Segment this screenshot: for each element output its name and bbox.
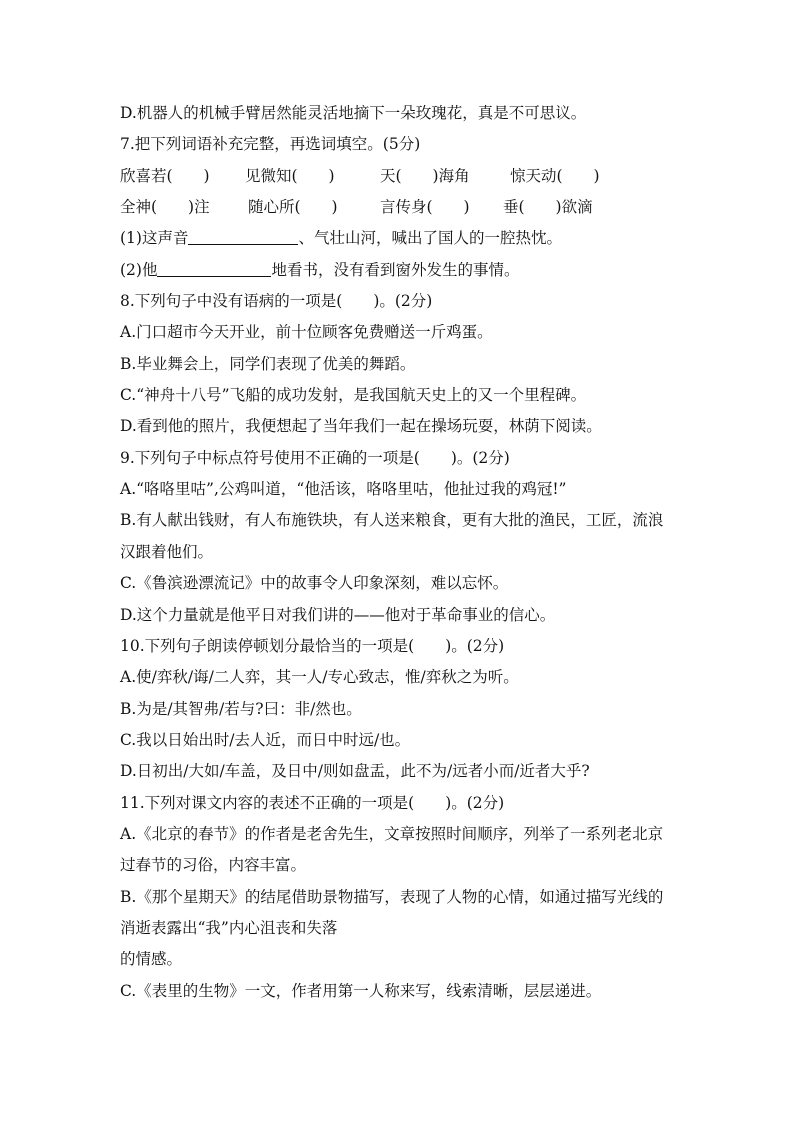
q7-fill-2-suffix: 地看书，没有看到窗外发生的事情。 [271,260,520,279]
answer-blank[interactable] [188,226,298,245]
question-text-block [120,98,720,1007]
q10-prompt: 10.下列句子朗读停顿划分最恰当的一项是( )。(2分) [120,636,505,655]
q8-option-d: D.看到他的照片，我便想起了当年我们一起在操场玩耍，林荫下阅读。 [120,417,602,436]
q7-fill-2-prefix: (2)他 [120,260,158,279]
q7-word-1: 欣喜若( ) [120,166,210,185]
q9-option-b: B.有人献出钱财，有人布施铁块，有人送来粮食，更有大批的渔民，工匠，流浪 [120,511,664,530]
q9-option-c: C.《鲁滨逊漂流记》中的故事令人印象深刻，难以忘怀。 [120,574,509,593]
q11-option-b-cont-2: 的情感。 [120,950,183,969]
q9-option-d: D.这个力量就是他平日对我们讲的——他对于革命事业的信心。 [120,605,556,624]
q7-fill-1-suffix: 、气壮山河，喊出了国人的一腔热忱。 [298,229,562,248]
q9-option-b-cont: 汉跟着他们。 [120,542,214,561]
q11-option-b-cont: 消逝表露出“我”内心沮丧和失落 [120,918,338,937]
q7-fill-1 [120,223,720,254]
q7-word-8: 垂( )欲滴 [503,198,593,217]
q7-word-7: 言传身( ) [380,198,470,217]
q10-option-c: C.我以日始出时/去人近，而日中时远/也。 [120,730,411,749]
q7-prompt: 7.把下列词语补充完整，再选词填空。(5分) [120,135,421,154]
q6-option-d: D.机器人的机械手臂居然能灵活地摘下一朵玫瑰花，真是不可思议。 [120,104,587,122]
q7-word-row-1 [120,161,720,192]
q11-option-b: B.《那个星期天》的结尾借助景物描写，表现了人物的心情，如通过描写光线的 [120,887,664,906]
q8-option-a: A.门口超市今天开业，前十位顾客免费赠送一斤鸡蛋。 [120,323,493,342]
q11-option-a: A.《北京的春节》的作者是老舍先生，文章按照时间顺序，列举了一系列老北京 [120,824,664,843]
q9-option-a: A.“咯咯里咕”,公鸡叫道，“他活该，咯咯里咕，他扯过我的鸡冠!” [120,480,567,499]
q7-word-3: 天( )海角 [380,166,470,185]
q7-word-4: 惊天动( ) [510,166,600,185]
q10-option-b: B.为是/其智弗/若与?曰：非/然也。 [120,699,362,718]
q7-word-row-2 [120,192,720,223]
q10-option-d: D.日初出/大如/车盖，及日中/则如盘盂，此不为/远者小而/近者大乎? [120,762,590,781]
q8-option-b: B.毕业舞会上，同学们表现了优美的舞蹈。 [120,354,416,373]
q10-option-a: A.使/弈秋/诲/二人弈，其一人/专心致志，惟/弈秋之为听。 [120,668,519,687]
q11-option-c: C.《表里的生物》一文，作者用第一人称来写，线索清晰，层层递进。 [120,981,602,1000]
q8-option-c: C.“神舟十八号”飞船的成功发射，是我国航天史上的又一个里程碑。 [120,386,587,405]
q7-word-5: 全神( )注 [120,198,210,217]
q7-fill-2 [120,255,720,286]
q8-prompt: 8.下列句子中没有语病的一项是( )。(2分) [120,292,433,311]
answer-blank[interactable] [157,258,271,277]
q7-fill-1-prefix: (1)这声音 [120,229,189,248]
q11-option-a-cont: 过春节的习俗，内容丰富。 [120,856,307,875]
q11-prompt: 11.下列对课文内容的表述不正确的一项是( )。(2分) [120,793,505,812]
q7-word-6: 随心所( ) [248,198,338,217]
q7-word-2: 见微知( ) [245,166,335,185]
q9-prompt: 9.下列句子中标点符号使用不正确的一项是( )。(2分) [120,448,510,467]
